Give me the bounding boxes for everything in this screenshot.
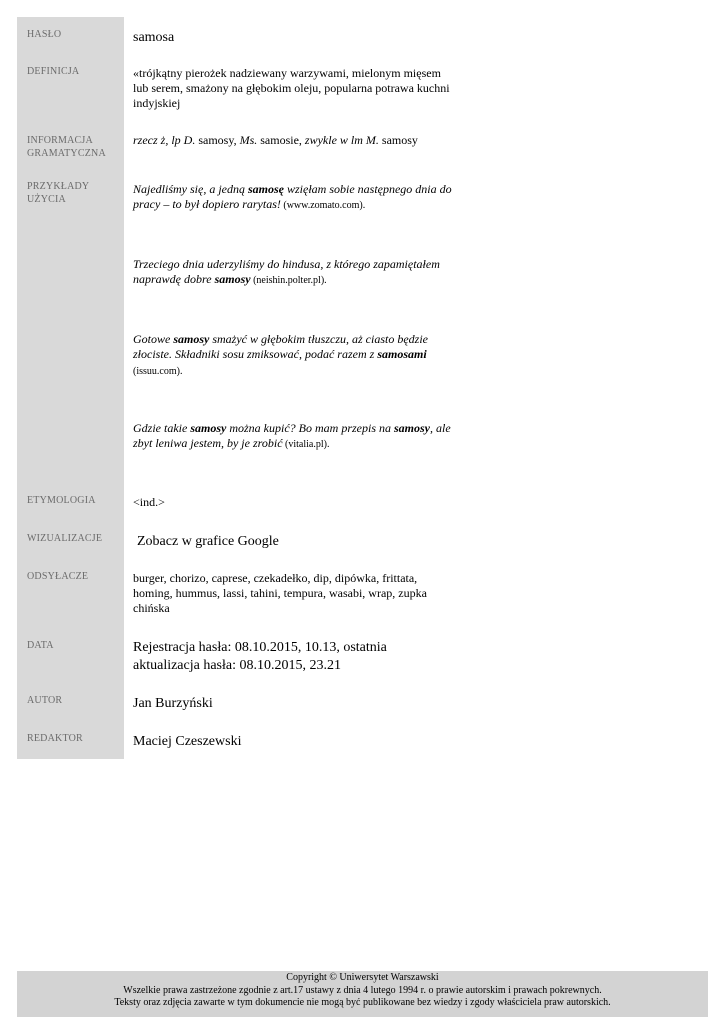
example-text: smażyć w głębokim tłuszczu, aż ciasto będzie złociste. Składniki sosu zmiksować, podać razem z	[133, 332, 428, 361]
label-line: PRZYKŁADY	[27, 181, 90, 192]
example-text: Trzeciego dnia uderzyliśmy do hindusa, z którego zapamiętałem naprawdę dobre	[133, 257, 440, 286]
example-source: (vitalia.pl).	[282, 439, 330, 450]
label-odsylacze: ODSYŁACZE	[27, 571, 89, 582]
copyright-footer	[17, 971, 708, 1017]
footer-line: Wszelkie prawa zastrzeżone zgodnie z art.17 ustawy z dnia 4 lutego 1994 r. o prawie autorskim i prawach pokrewnych.	[123, 984, 602, 996]
label-informacja-gramatyczna	[27, 134, 122, 160]
definition: «trójkątny pierożek nadziewany warzywami, mielonym mięsem lub serem, smażony na głębokim oleju, popularna potrawa kuchni indyjskiej	[133, 66, 450, 110]
example-highlight: samosy	[393, 421, 430, 435]
grammar-text: samosy	[378, 133, 418, 147]
label-definicja: DEFINICJA	[27, 66, 80, 77]
label-redaktor: REDAKTOR	[27, 733, 83, 744]
label-etymologia: ETYMOLOGIA	[27, 495, 96, 506]
label-data: DATA	[27, 640, 54, 651]
label-haslo: HASŁO	[27, 29, 62, 40]
example-text: , ale zbyt leniwa jestem, by je zrobić	[133, 421, 451, 450]
grammar-italic: zwykle w lm M.	[304, 133, 379, 147]
headword: samosa	[133, 30, 175, 45]
example-source: (www.zomato.com).	[280, 200, 366, 211]
example-1	[133, 182, 453, 213]
grammar-italic: Ms.	[239, 133, 258, 147]
footer-line: Copyright © Uniwersytet Warszawski	[286, 972, 439, 983]
entry-dates	[133, 639, 473, 675]
google-images-link[interactable]: Zobacz w grafice Google	[137, 534, 279, 549]
editor-name: Maciej Czeszewski	[133, 734, 242, 749]
label-autor: AUTOR	[27, 695, 63, 706]
example-source: (neishin.polter.pl).	[250, 275, 327, 286]
example-highlight: samosy	[173, 332, 210, 346]
author-name: Jan Burzyński	[133, 696, 213, 711]
example-text: można kupić? Bo mam przepis na	[226, 421, 394, 435]
example-3	[133, 332, 433, 379]
grammar-italic: rzecz ż, lp D.	[133, 133, 196, 147]
example-highlight: samosy	[214, 272, 251, 286]
example-highlight: samosę	[247, 182, 284, 196]
grammar-info	[133, 133, 463, 148]
etymology: <ind.>	[133, 495, 165, 509]
example-highlight: samosami	[377, 347, 427, 361]
example-highlight: samosy	[190, 421, 227, 435]
label-line: UŻYCIA	[27, 194, 66, 205]
example-text: wzięłam sobie następnego dnia do pracy – to był dopiero rarytas!	[133, 182, 452, 211]
cross-references: burger, chorizo, caprese, czekadełko, dip, dipówka, frittata, homing, hummus, lassi, tahini, tempura, wasabi, wrap, zupka chińska	[133, 571, 427, 615]
label-line: INFORMACJA	[27, 135, 93, 146]
grammar-text: samosy,	[195, 133, 240, 147]
grammar-text: samosie,	[257, 133, 305, 147]
label-line: GRAMATYCZNA	[27, 148, 106, 159]
example-text: Gdzie takie	[133, 421, 191, 435]
example-text: Najedliśmy się, a jedną	[133, 182, 248, 196]
registration-date: Rejestracja hasła: 08.10.2015, 10.13, ostatnia	[133, 640, 387, 655]
example-4	[133, 421, 453, 452]
example-2	[133, 257, 453, 288]
label-wizualizacje: WIZUALIZACJE	[27, 533, 103, 544]
example-text: Gotowe	[133, 332, 174, 346]
label-przyklady-uzycia	[27, 180, 122, 206]
update-date: aktualizacja hasła: 08.10.2015, 23.21	[133, 658, 341, 673]
example-source: (issuu.com).	[133, 366, 183, 377]
footer-line: Teksty oraz zdjęcia zawarte w tym dokumencie nie mogą być publikowane bez wiedzy i zgody właściciela praw autorskich.	[114, 997, 611, 1008]
